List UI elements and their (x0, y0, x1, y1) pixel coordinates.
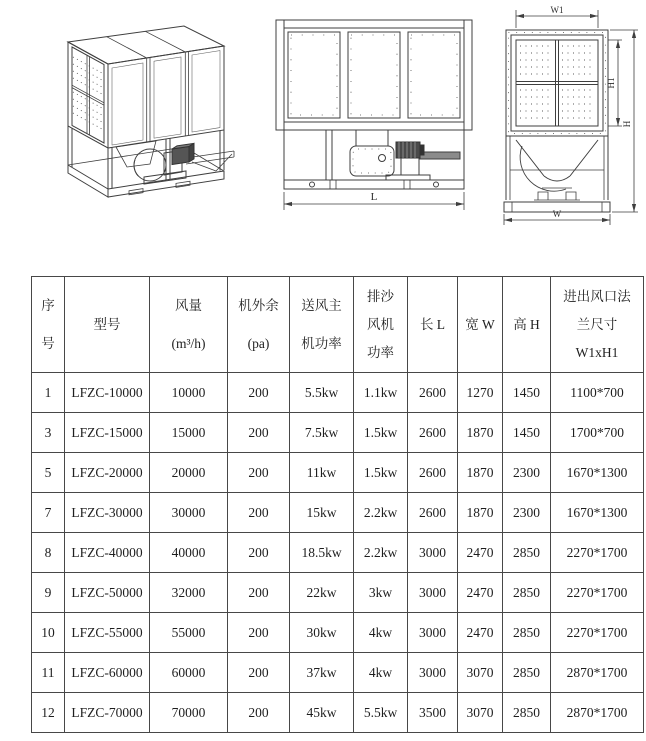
table-cell: 200 (228, 413, 290, 453)
isometric-view-drawing (26, 12, 251, 212)
table-cell: 2600 (408, 453, 458, 493)
table-cell: 11kw (290, 453, 354, 493)
table-cell: 2300 (503, 493, 551, 533)
header-line: 宽 W (465, 317, 495, 332)
table-cell: 22kw (290, 573, 354, 613)
table-cell: 2470 (458, 613, 503, 653)
front-fan-section (284, 130, 464, 180)
table-cell: 4kw (354, 653, 408, 693)
table-cell: 1450 (503, 373, 551, 413)
table-cell: 20000 (150, 453, 228, 493)
table-cell: 10 (32, 613, 65, 653)
table-cell: LFZC-30000 (65, 493, 150, 533)
header-line: 机功率 (301, 335, 342, 351)
table-cell: 2600 (408, 413, 458, 453)
table-cell: 2600 (408, 493, 458, 533)
table-cell: 3000 (408, 613, 458, 653)
table-cell: 2600 (408, 373, 458, 413)
header-line: 机外余 (238, 298, 279, 314)
header-line: 兰尺寸 (576, 317, 618, 332)
table-cell: 2850 (503, 573, 551, 613)
table-cell: 2470 (458, 533, 503, 573)
table-cell: 1.5kw (354, 413, 408, 453)
table-cell: 1870 (458, 413, 503, 453)
table-cell: 2270*1700 (551, 613, 644, 653)
header-row (32, 277, 644, 373)
table-cell: 200 (228, 693, 290, 733)
table-row (32, 533, 644, 573)
table-cell: 7.5kw (290, 413, 354, 453)
table-cell: 32000 (150, 573, 228, 613)
table-row (32, 493, 644, 533)
col-header-0 (32, 277, 65, 373)
col-header-1 (65, 277, 150, 373)
table-cell: 2.2kw (354, 493, 408, 533)
table-cell: 45kw (290, 693, 354, 733)
header-line: W1xH1 (575, 345, 619, 360)
col-header-2 (150, 277, 228, 373)
col-header-7 (458, 277, 503, 373)
table-row (32, 693, 644, 733)
table-cell: 11 (32, 653, 65, 693)
table-cell: LFZC-50000 (65, 573, 150, 613)
table-cell: 9 (32, 573, 65, 613)
table-cell: 200 (228, 373, 290, 413)
table-cell: 2850 (503, 653, 551, 693)
col-header-9 (551, 277, 644, 373)
dimension-height-H (610, 30, 638, 212)
table-cell: 200 (228, 613, 290, 653)
table-cell: 70000 (150, 693, 228, 733)
table-row (32, 613, 644, 653)
table-cell: 4kw (354, 613, 408, 653)
col-header-4 (290, 277, 354, 373)
table-cell: 2850 (503, 533, 551, 573)
header-line: 号 (41, 335, 55, 351)
table-cell: 1 (32, 373, 65, 413)
table-cell: 15000 (150, 413, 228, 453)
front-motor (396, 142, 424, 158)
table-cell: 1270 (458, 373, 503, 413)
table-cell: 2270*1700 (551, 533, 644, 573)
table-cell: LFZC-70000 (65, 693, 150, 733)
col-header-6 (408, 277, 458, 373)
front-view-drawing (272, 12, 477, 217)
table-cell: 2870*1700 (551, 693, 644, 733)
table-cell: 1450 (503, 413, 551, 453)
table-cell: 200 (228, 453, 290, 493)
table-cell: LFZC-15000 (65, 413, 150, 453)
header-line: (pa) (247, 335, 270, 351)
col-header-5 (354, 277, 408, 373)
table-row (32, 453, 644, 493)
side-view-drawing (486, 4, 642, 226)
table-row (32, 653, 644, 693)
table-cell: 1700*700 (551, 413, 644, 453)
col-header-3 (228, 277, 290, 373)
header-line: 型号 (93, 317, 121, 332)
header-line: 功率 (367, 345, 394, 360)
table-cell: 5 (32, 453, 65, 493)
header-line: (m³/h) (171, 335, 206, 351)
table-cell: 3000 (408, 533, 458, 573)
front-panel-section (276, 20, 472, 130)
table-cell: 2.2kw (354, 533, 408, 573)
table-cell: 1870 (458, 453, 503, 493)
table-cell: 1100*700 (551, 373, 644, 413)
table-cell: 1.5kw (354, 453, 408, 493)
table-cell: 37kw (290, 653, 354, 693)
table-cell: 12 (32, 693, 65, 733)
table-cell: 10000 (150, 373, 228, 413)
w1-dimension-label: W1 (550, 5, 564, 15)
table-row (32, 413, 644, 453)
header-line: 序 (41, 298, 55, 314)
dimension-length-L (284, 191, 464, 210)
table-cell: 40000 (150, 533, 228, 573)
header-line: 送风主 (301, 298, 342, 314)
table-cell: 55000 (150, 613, 228, 653)
table-cell: 60000 (150, 653, 228, 693)
table-cell: 30000 (150, 493, 228, 533)
h-dimension-label: H (622, 120, 632, 128)
table-cell: 7 (32, 493, 65, 533)
perforated-side-panel (68, 42, 108, 148)
table-cell: 200 (228, 533, 290, 573)
table-cell: 1670*1300 (551, 493, 644, 533)
table-cell: 200 (228, 493, 290, 533)
cabinet-front-panels (108, 46, 224, 148)
table-cell: 2850 (503, 613, 551, 653)
table-cell: 5.5kw (354, 693, 408, 733)
table-cell: LFZC-55000 (65, 613, 150, 653)
dimension-width-W (504, 209, 610, 225)
table-cell: 1.1kw (354, 373, 408, 413)
table-cell: 3000 (408, 653, 458, 693)
w-dimension-label: W (552, 209, 562, 219)
col-header-8 (503, 277, 551, 373)
table-cell: LFZC-10000 (65, 373, 150, 413)
table-cell: 200 (228, 653, 290, 693)
table-cell: LFZC-20000 (65, 453, 150, 493)
table-cell: 30kw (290, 613, 354, 653)
header-line: 风量 (175, 298, 202, 314)
table-cell: 2870*1700 (551, 653, 644, 693)
table-cell: 1670*1300 (551, 453, 644, 493)
header-line: 高 H (513, 317, 540, 332)
header-line: 长 L (419, 317, 446, 332)
table-cell: 3500 (408, 693, 458, 733)
table-cell: 18.5kw (290, 533, 354, 573)
dimension-width-W1 (516, 5, 598, 28)
table-cell: 2300 (503, 453, 551, 493)
table-row (32, 573, 644, 613)
table-cell: 3000 (408, 573, 458, 613)
table-cell: 8 (32, 533, 65, 573)
header-line: 风机 (367, 317, 394, 332)
table-cell: 15kw (290, 493, 354, 533)
table-cell: 3070 (458, 653, 503, 693)
table-cell: 2470 (458, 573, 503, 613)
table-cell: 2850 (503, 693, 551, 733)
spec-table (31, 276, 644, 733)
table-cell: LFZC-60000 (65, 653, 150, 693)
length-dimension-label: L (370, 191, 378, 203)
table-cell: 5.5kw (290, 373, 354, 413)
table-cell: 3 (32, 413, 65, 453)
header-line: 进出风口法 (563, 289, 631, 304)
table-cell: 3070 (458, 693, 503, 733)
front-base-rail (284, 180, 464, 189)
h1-dimension-label: H1 (606, 77, 616, 89)
table-cell: 3kw (354, 573, 408, 613)
hopper-section (506, 136, 608, 200)
table-cell: LFZC-40000 (65, 533, 150, 573)
table-body (32, 373, 644, 733)
table-cell: 200 (228, 573, 290, 613)
table-cell: 2270*1700 (551, 573, 644, 613)
table-row (32, 373, 644, 413)
flange-panel (506, 30, 608, 136)
table-cell: 1870 (458, 493, 503, 533)
motor (172, 143, 194, 164)
header-line: 排沙 (367, 289, 394, 304)
